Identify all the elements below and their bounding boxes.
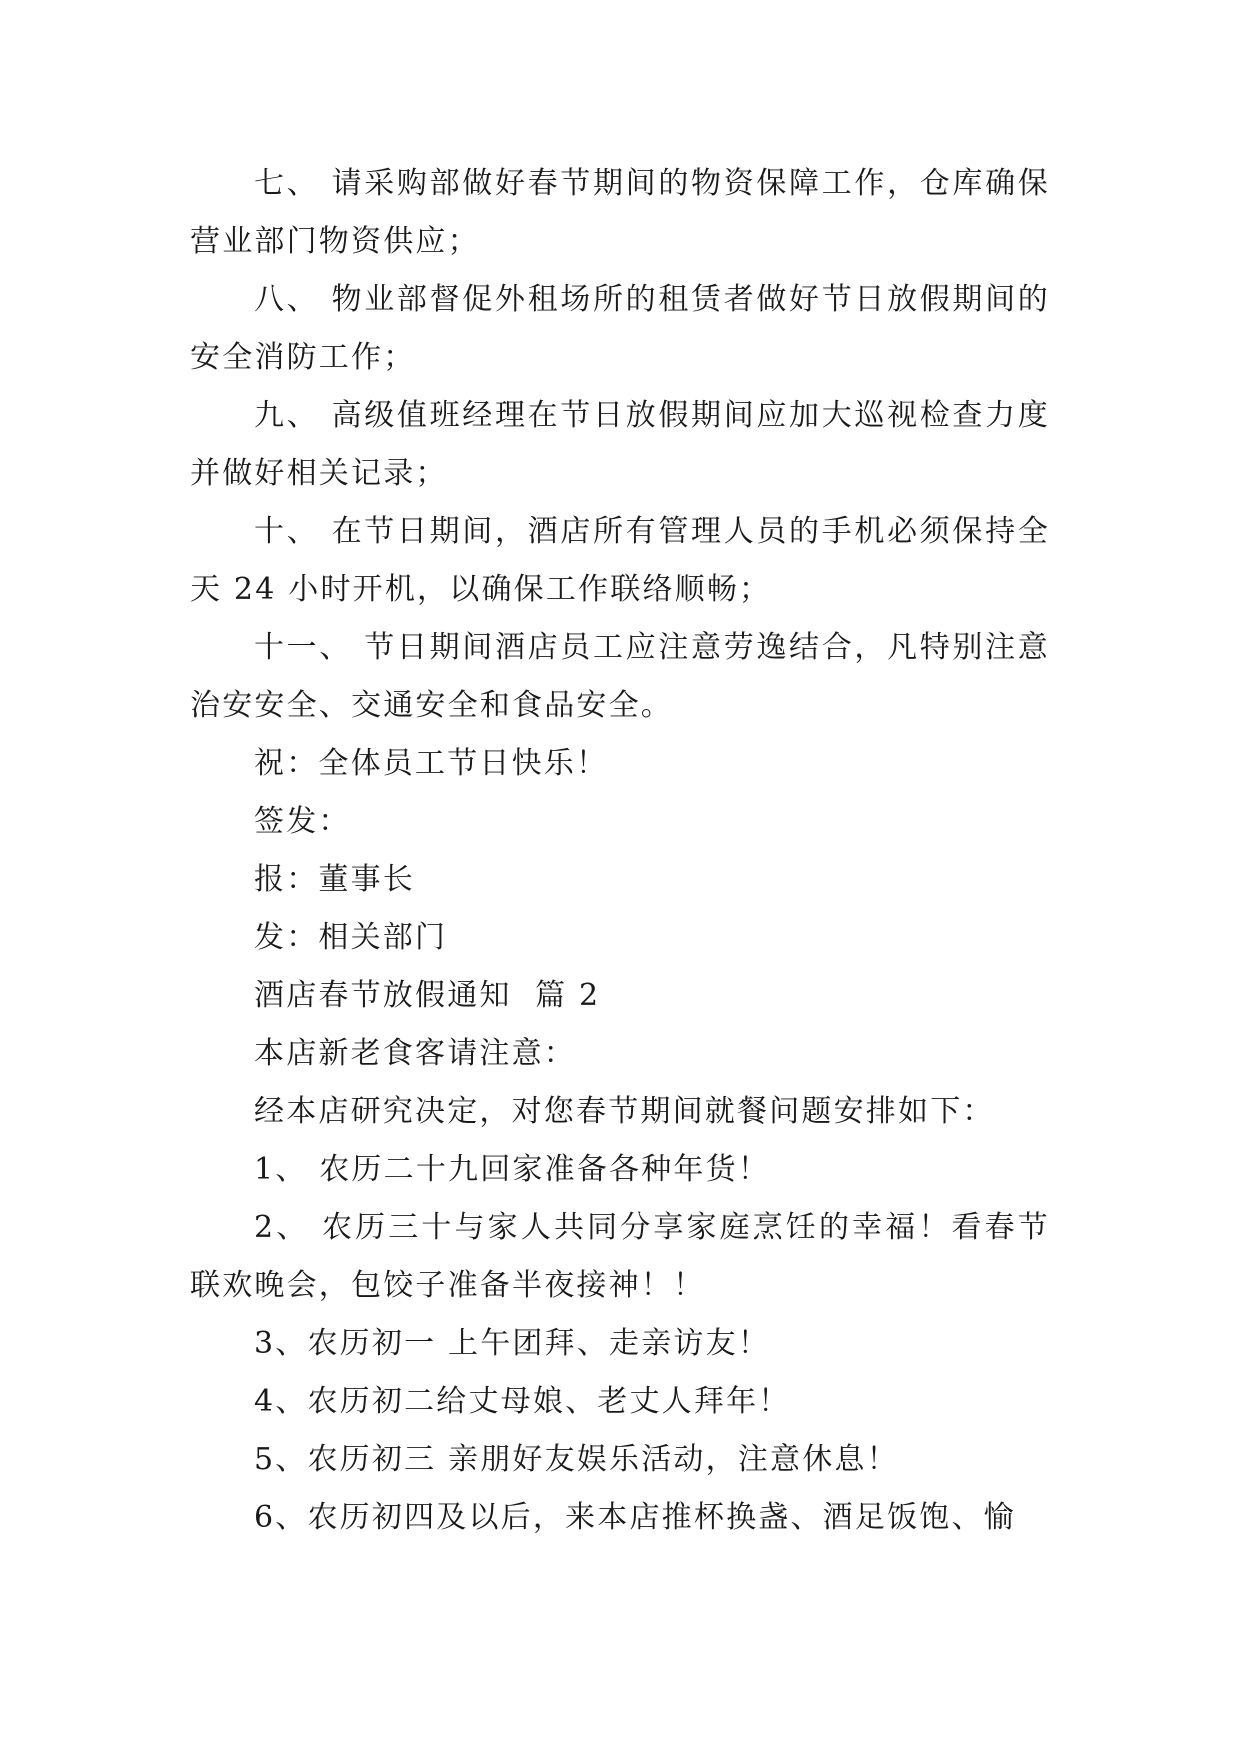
paragraph-item-10: 十、 在节日期间，酒店所有管理人员的手机必须保持全天 24 小时开机，以确保工作联络顺畅； <box>190 514 1050 607</box>
schedule-item-1: 1、 农历二十九回家准备各种年货！ <box>254 1152 771 1187</box>
paragraph-item-11: 十一、 节日期间酒店员工应注意劳逸结合，凡特别注意治安安全、交通安全和食品安全。 <box>190 630 1050 723</box>
schedule-item-4: 4、农历初二给丈母娘、老丈人拜年！ <box>254 1384 791 1419</box>
document-body <box>190 155 1050 1547</box>
paragraph-item-8: 八、 物业部督促外租场所的租赁者做好节日放假期间的安全消防工作； <box>190 282 1050 375</box>
schedule-item-6: 6、农历初四及以后，来本店推杯换盏、酒足饭饱、愉 <box>254 1500 1016 1535</box>
schedule-item-2: 2、 农历三十与家人共同分享家庭烹饪的幸福！看春节联欢晚会，包饺子准备半夜接神！！ <box>190 1210 1050 1303</box>
intro-line: 经本店研究决定，对您春节期间就餐问题安排如下： <box>254 1094 995 1129</box>
section-title: 酒店春节放假通知 篇 2 <box>254 978 601 1013</box>
salutation-line: 本店新老食客请注意： <box>254 1036 576 1071</box>
schedule-item-5: 5、农历初三 亲朋好友娱乐活动，注意休息！ <box>254 1442 899 1477</box>
greeting-line: 祝：全体员工节日快乐！ <box>254 746 609 781</box>
issuer-line: 签发： <box>254 804 351 839</box>
report-to-line: 报：董事长 <box>254 862 415 897</box>
distribute-to-line: 发：相关部门 <box>254 920 448 955</box>
paragraph-item-7: 七、 请采购部做好春节期间的物资保障工作，仓库确保营业部门物资供应； <box>190 166 1050 259</box>
schedule-item-3: 3、农历初一 上午团拜、走亲访友！ <box>254 1326 771 1361</box>
paragraph-item-9: 九、 高级值班经理在节日放假期间应加大巡视检查力度并做好相关记录； <box>190 398 1050 491</box>
